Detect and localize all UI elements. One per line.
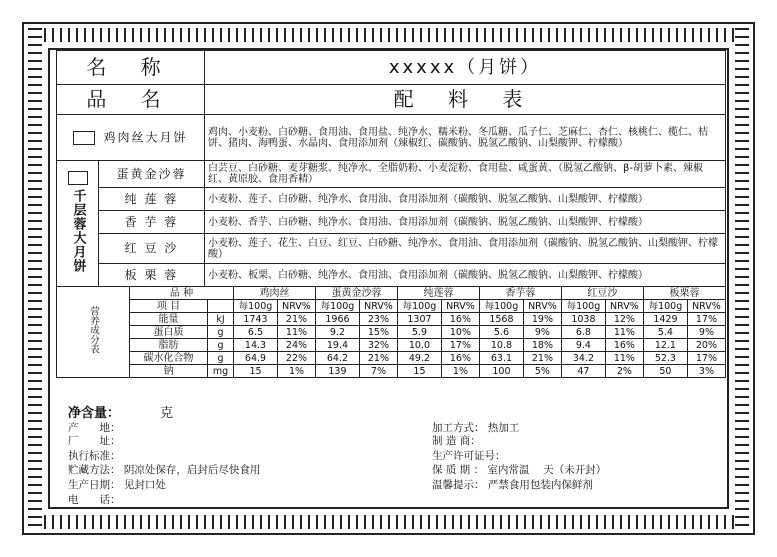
value-cell: 10.8 [479,339,523,352]
value-cell: 1743 [234,313,278,326]
storage-method: 贮藏方法： 阴凉处保存，启封后尽快食用 [68,464,261,476]
nrv: NRV% [359,300,397,313]
value-cell: 7% [359,365,397,378]
fret-right [735,28,749,529]
per-100g: 每100g [234,300,278,313]
per-100g: 每100g [397,300,441,313]
value-cell: 23% [359,313,397,326]
per-100g: 每100g [479,300,523,313]
value-cell: 16% [441,313,479,326]
value-cell: 5.6 [479,326,523,339]
product-name: 板 栗 蓉 [99,264,205,287]
value-cell: 6.5 [234,326,278,339]
group-checkbox[interactable] [68,171,88,185]
value-cell: 47 [561,365,605,378]
value-cell: 34.2 [561,352,605,365]
nutrient-name: 脂肪 [130,339,208,352]
nutrient-name: 能量 [130,313,208,326]
value-cell: 10% [441,326,479,339]
layer-table [56,160,726,287]
net-content: 净含量： 克 [68,406,174,421]
factory-address: 厂 址： [68,435,121,447]
phone: 电 话： [68,494,121,506]
value-cell: 1% [277,365,315,378]
value-cell: 139 [315,365,359,378]
value-cell: 12% [605,313,643,326]
value-cell: 1307 [397,313,441,326]
value-cell: 5.9 [397,326,441,339]
nutrient-unit: kJ [208,313,234,326]
value-cell: 11% [605,326,643,339]
value-cell: 11% [605,352,643,365]
value-cell: 9% [523,326,561,339]
product-ingredients: 鸡肉、小麦粉、白砂糖、食用油、食用盐、纯净水、糯米粉、冬瓜糖、瓜子仁、芝麻仁、杏仁、核桃仁、榄仁、桔饼、猪肉、海鸭蛋、水晶肉、食用添加剂（辣椒红、碳酸钠、脱氢乙酸钠、山梨酸钾、柠檬酸） [205,115,726,161]
value-cell: 19.4 [315,339,359,352]
value-cell: 15 [234,365,278,378]
value-cell: 21% [359,352,397,365]
per-100g: 每100g [315,300,359,313]
nutrient-name: 蛋白质 [130,326,208,339]
value-cell: 64.9 [234,352,278,365]
nutrient-name: 碳水化合物 [130,352,208,365]
value-cell: 16% [605,339,643,352]
value-cell: 100 [479,365,523,378]
value-cell: 21% [277,313,315,326]
manufacturer: 制 造 商： [432,435,481,447]
variety-name: 红豆沙 [561,287,643,300]
fret-top [28,28,749,42]
nutrient-unit: g [208,326,234,339]
nutrient-unit: mg [208,365,234,378]
value-cell: 9.2 [315,326,359,339]
value-cell: 63.1 [479,352,523,365]
label-content [56,50,726,508]
value-cell: 9% [687,326,725,339]
variety-label: 品 名 [57,85,205,115]
value-cell: 20% [687,339,725,352]
group-label: 千层蓉大月饼 [70,188,86,273]
per-100g: 每100g [561,300,605,313]
value-cell: 1038 [561,313,605,326]
product-ingredients: 小麦粉、莲子、花生、白豆、红豆、白砂糖、纯净水、食用油、食用添加剂（碳酸钠、脱氢乙酸钠、山梨酸钾、柠檬酸） [205,234,726,264]
nutrient-unit: g [208,339,234,352]
value-cell: 12.1 [643,339,687,352]
value-cell: 2% [605,365,643,378]
item-header: 项 目 [130,300,208,313]
value-cell: 24% [277,339,315,352]
warm-tip: 温馨提示： 严禁食用包装内保鲜剂 [432,479,593,491]
value-cell: 49.2 [397,352,441,365]
value-cell: 1568 [479,313,523,326]
name-value: xxxxx（月饼） [205,51,726,85]
fret-left [28,28,42,529]
product-ingredients: 小麦粉、板栗、白砂糖、纯净水、食用油、食用添加剂（碳酸钠、脱氢乙酸钠、山梨酸钾、柠檬酸） [205,264,726,287]
shelf-life: 保 质 期 ： 室内常温 天（未开封） [432,464,607,476]
nutrient-row [57,313,726,326]
value-cell: 5% [523,365,561,378]
value-cell: 32% [359,339,397,352]
nutrient-name: 钠 [130,365,208,378]
nrv: NRV% [687,300,725,313]
product-cell [57,115,205,161]
variety-name: 纯莲蓉 [397,287,479,300]
nutrition-side-label: 营养成分表 [57,287,130,378]
product-name: 蛋黄金沙蓉 [99,161,205,188]
product-name: 鸡肉丝大月饼 [103,130,188,144]
nutrition-table [56,286,726,378]
nutrient-unit: g [208,352,234,365]
nutrient-row [57,339,726,352]
variety-name: 香芋蓉 [479,287,561,300]
value-cell: 19% [523,313,561,326]
value-cell: 15 [397,365,441,378]
value-cell: 21% [523,352,561,365]
variety-name: 板栗蓉 [643,287,725,300]
nrv: NRV% [277,300,315,313]
variety-name: 蛋黄金沙蓉 [315,287,397,300]
nrv: NRV% [523,300,561,313]
value-cell: 1966 [315,313,359,326]
value-cell: 17% [687,313,725,326]
product-ingredients: 白芸豆、白砂糖、麦芽糖浆、纯净水、全脂奶粉、小麦淀粉、食用盐、咸蛋黄、（脱氢乙酸钠、β-胡萝卜素、辣椒红、黄原胶、食用香精） [205,161,726,188]
value-cell: 18% [523,339,561,352]
value-cell: 52.3 [643,352,687,365]
ingredients-table [56,50,726,161]
fret-bottom [28,515,749,529]
product-name: 香 芋 蓉 [99,211,205,234]
nrv: NRV% [605,300,643,313]
nutrient-row [57,365,726,378]
value-cell: 1429 [643,313,687,326]
value-cell: 64.2 [315,352,359,365]
per-100g: 每100g [643,300,687,313]
value-cell: 17% [687,352,725,365]
name-label: 名 称 [57,51,205,85]
value-cell: 6.8 [561,326,605,339]
value-cell: 10.0 [397,339,441,352]
product-name: 红 豆 沙 [99,234,205,264]
value-cell: 11% [277,326,315,339]
product-ingredients: 小麦粉、香芋、白砂糖、纯净水、食用油、食用添加剂（碳酸钠、脱氢乙酸钠、山梨酸钾、柠檬酸） [205,211,726,234]
nutrient-row [57,326,726,339]
variety-header: 品 种 [130,287,234,300]
ingredients-label: 配 料 表 [205,85,726,115]
value-cell: 22% [277,352,315,365]
value-cell: 14.3 [234,339,278,352]
value-cell: 16% [441,352,479,365]
value-cell: 50 [643,365,687,378]
value-cell: 5.4 [643,326,687,339]
value-cell: 1% [441,365,479,378]
license-number: 生产许可证号： [432,450,506,462]
production-date: 生产日期： 见封口处 [68,479,166,491]
product-checkbox[interactable] [73,131,95,145]
product-name: 纯 莲 蓉 [99,188,205,211]
value-cell: 9.4 [561,339,605,352]
group-cell [57,161,99,287]
nutrient-row [57,352,726,365]
origin: 产 地： [68,422,121,434]
value-cell: 17% [441,339,479,352]
standard: 执行标准： [68,450,121,462]
value-cell: 15% [359,326,397,339]
product-ingredients: 小麦粉、莲子、白砂糖、纯净水、食用油、食用添加剂（碳酸钠、脱氢乙酸钠、山梨酸钾、柠檬酸） [205,188,726,211]
process-method: 加工方式： 热加工 [432,422,520,434]
nrv: NRV% [441,300,479,313]
value-cell: 3% [687,365,725,378]
variety-name: 鸡肉丝 [234,287,316,300]
